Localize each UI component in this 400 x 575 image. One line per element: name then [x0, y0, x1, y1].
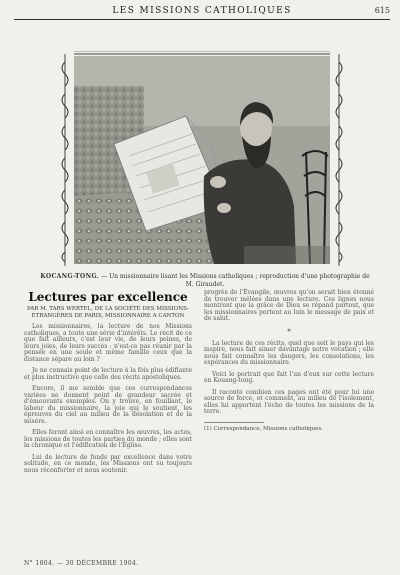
photo-figure	[56, 50, 348, 270]
ornamental-border-right	[332, 54, 346, 266]
article-byline: PAR M. TARS WERTEL, DE LA SOCIÉTÉ DES MISSIONS-ÉTRANGÈRES DE PARIS, MISSIONNAIRE A CANTON	[27, 306, 189, 319]
page-number: 615	[374, 6, 390, 15]
caption-text: — Un missionnaire lisant les Missions catholiques ; reproduction d'une photographie de M. Giraudet.	[101, 273, 370, 288]
header-rule	[14, 19, 390, 20]
paragraph: Elles feront ainsi en connaître les œuvres, les actes, les missions de toutes les parties du monde ; elles sont la chronique et l'édification de l'Église.	[24, 429, 192, 449]
section-separator: *	[287, 327, 291, 336]
running-title: LES MISSIONS CATHOLIQUES	[112, 6, 292, 16]
paragraph: Il raconte combien ces pages ont été pour lui une source de force, et comment, au milieu de l'isolement, elles lui apportent l'écho de toutes les missions de la terre.	[204, 388, 374, 415]
paragraph: Les missionnaires, la lecture de nos Missions catholiques, a toute une série d'intérêts. Le récit de ce que fait ailleurs, c'est leur vie, de leurs peines, de leurs joies, de leurs succès : n'est-ce pas réunir par la pensée en une seule et même famille ceux que la distance sépare au loin ?	[24, 323, 192, 363]
paragraph: La lecture de ces récits, quel que soit le pays qui les inspire, nous fait aimer davantage notre vocation ; elle nous fait connaître les dangers, les consolations, les espérances du missionnaire.	[204, 339, 374, 366]
paragraph: Lui de lecture de fonds par excellence dans votre solitude, en ce monde, les Missions ont su toujours nous réconforter et nous soutenir.	[24, 453, 192, 474]
article-title: Lectures par excellence	[28, 290, 188, 304]
running-head	[14, 6, 390, 20]
missionary-reading-photo	[74, 56, 330, 264]
paragraph: progrès de l'Évangile, œuvres qu'on serait bien étonné de trouver mêlées dans une lecture. Ces lignes nous montrent que la grâce de Dieu se répand partout, que les missionnaires portent au loin le message de paix et de salut.	[204, 289, 374, 322]
ornamental-border-left	[58, 54, 72, 266]
paragraph: Voici le portrait que fait l'un d'eux sur cette lecture en Kouang-tong.	[204, 370, 374, 384]
paragraph: Je ne connais point de lecture à la fois plus édifiante et plus instructive que celle des récits apostoliques.	[24, 367, 192, 381]
footnote: (1) Correspondance, Missions catholiques.	[204, 425, 323, 432]
paragraph: Encore, il me semble que ces correspondances variées ne donnent point de grandeur sacrée et d'émouvants exemples. On y trouve, en fouillant, le labeur du missionnaire, la joie qui le soutient, les épreuves du ciel au milieu de la désolation et de la misère.	[24, 385, 192, 425]
issue-footer: N° 1804. — 30 DÉCEMBRE 1904.	[24, 560, 139, 567]
caption-location: KOCANG-TONG.	[40, 273, 100, 280]
article-column-left	[24, 290, 192, 479]
photo-caption	[40, 273, 370, 289]
footnote-rule	[204, 422, 264, 423]
article-column-right	[204, 290, 374, 433]
